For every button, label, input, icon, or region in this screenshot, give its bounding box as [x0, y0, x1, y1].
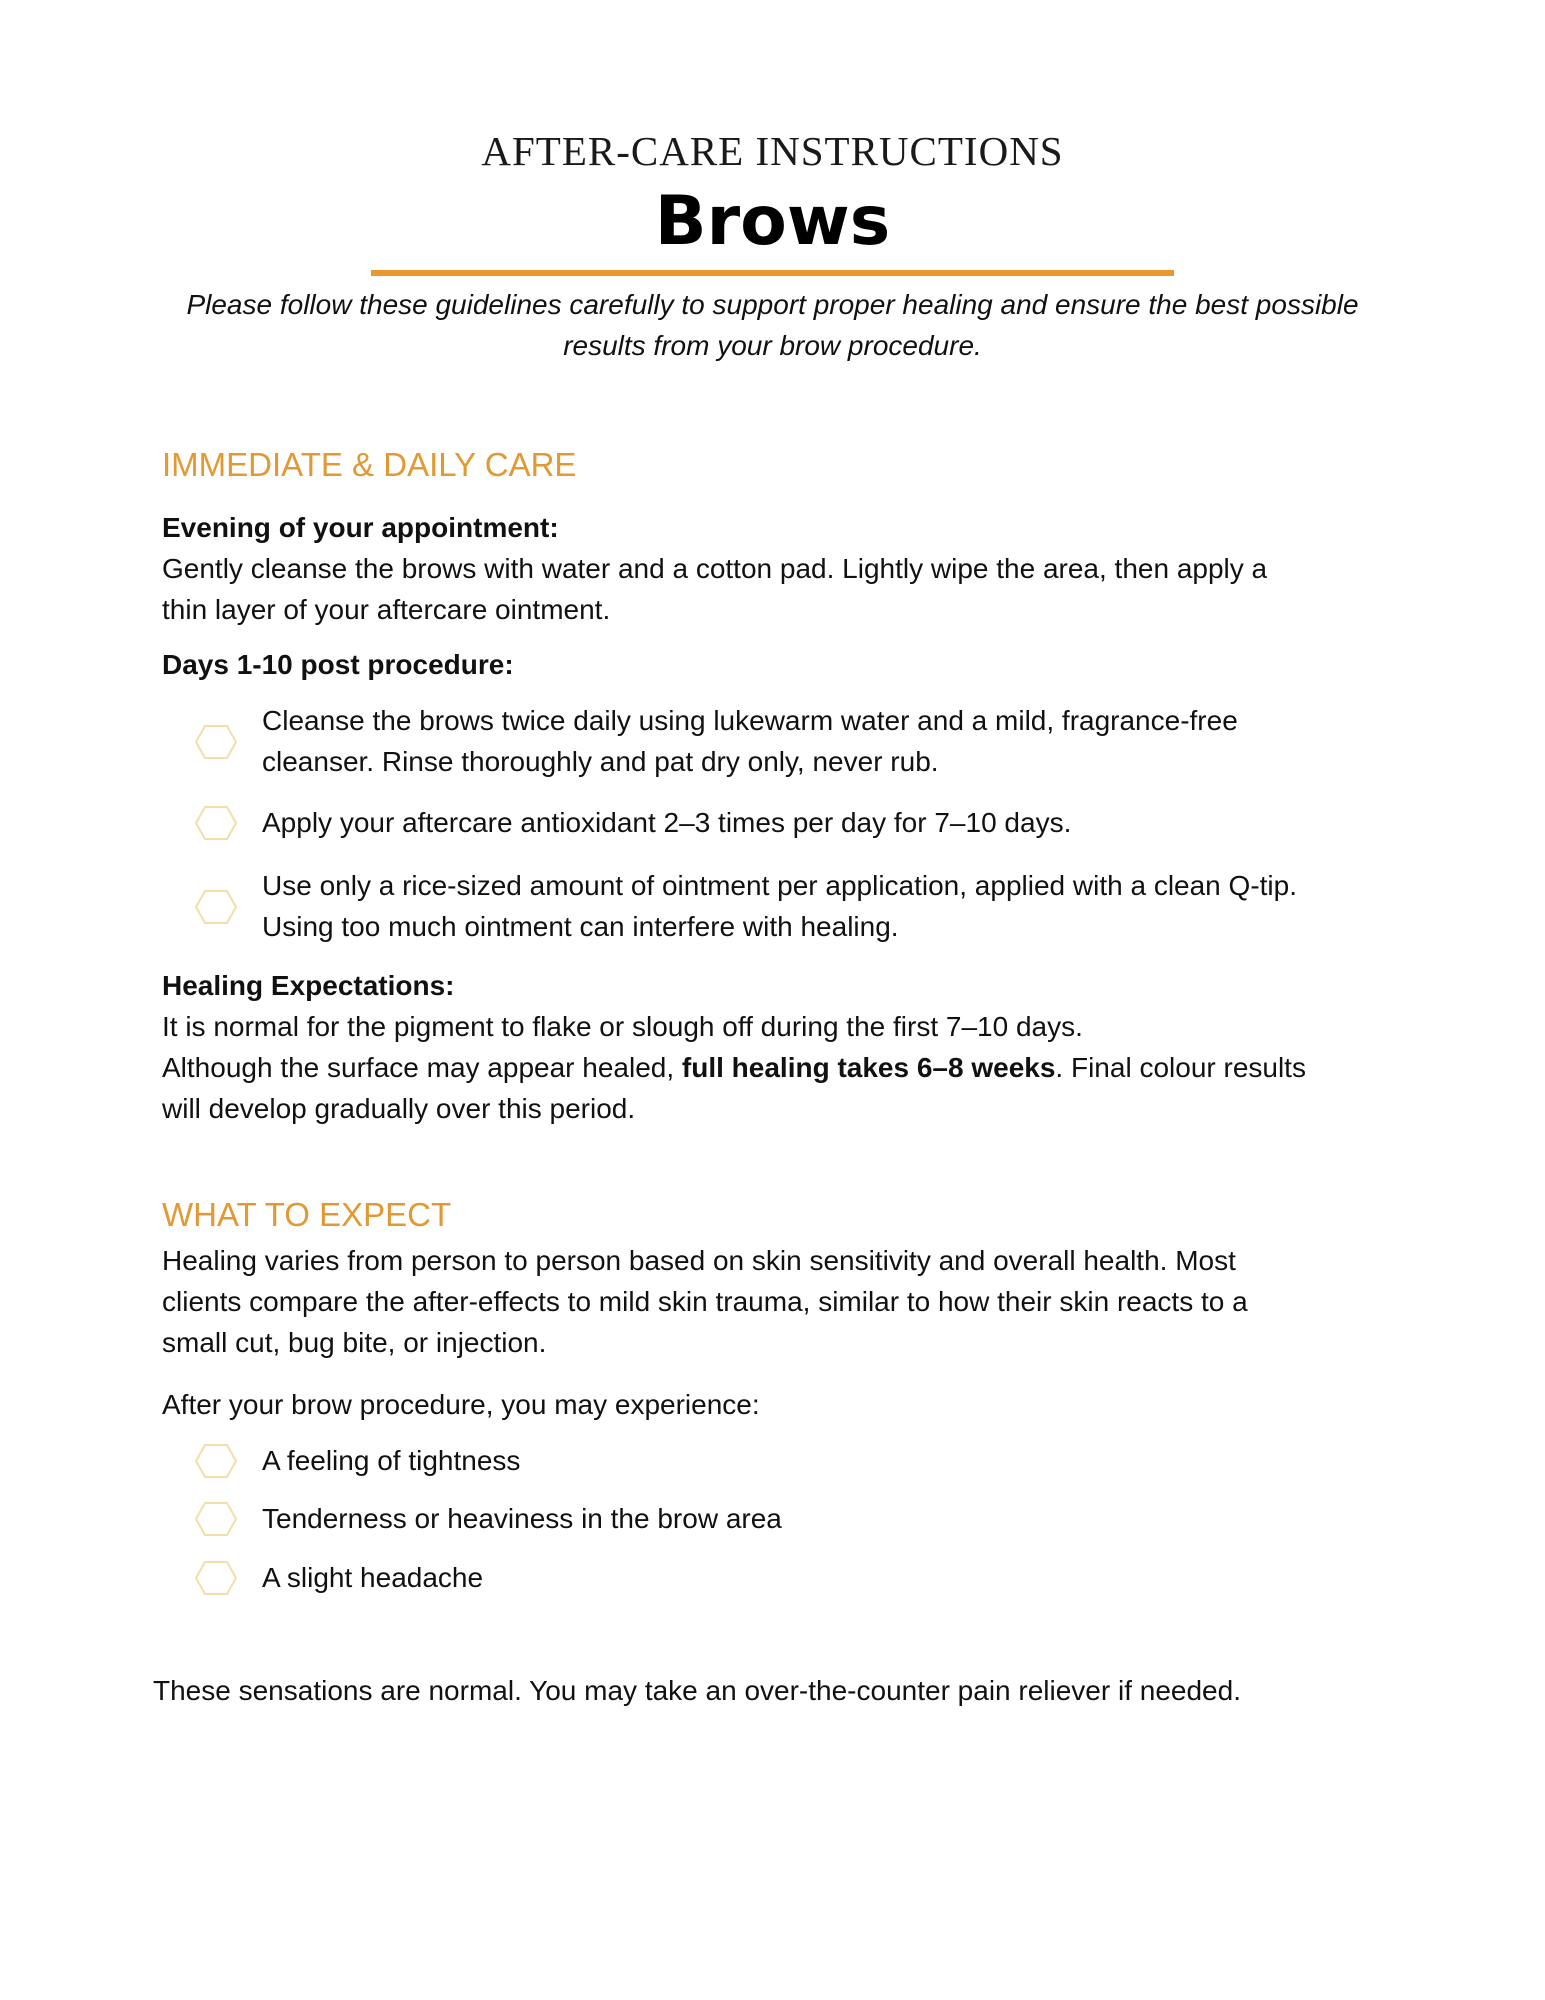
expect-lead-text: After your brow procedure, you may experience: [162, 1389, 760, 1420]
hexagon-outline-icon [195, 805, 237, 841]
expect-paragraph-text: Healing varies from person to person based on skin sensitivity and overall health. Most clients compare the after-effects to mild skin trauma, similar to how their skin reacts to a small cut, bug bite, or injection. [162, 1245, 1248, 1358]
healing-label: Healing Expectations: [162, 970, 455, 1001]
section-heading-immediate-care: IMMEDIATE & DAILY CARE [162, 446, 577, 483]
list-item [195, 1557, 483, 1598]
evening-text: Gently cleanse the brows with water and a cotton pad. Lightly wipe the area, then apply a thin layer of your aftercare ointment. [162, 553, 1268, 625]
expect-item-text: A feeling of tightness [262, 1445, 521, 1476]
hexagon-outline-icon [195, 724, 237, 760]
hexagon-outline-icon [195, 1443, 237, 1479]
days-block [162, 645, 1342, 685]
days-item-text: Apply your aftercare antioxidant 2–3 times per day for 7–10 days. [262, 807, 1072, 838]
document-kicker: AFTER-CARE INSTRUCTIONS [481, 128, 1064, 174]
hexagon-outline-icon [195, 889, 237, 925]
healing-line-2-end: . Final colour results will develop gradually over this period. [162, 1052, 1306, 1124]
expect-paragraph [162, 1240, 1342, 1363]
days-item-text: Cleanse the brows twice daily using lukewarm water and a mild, fragrance-free cleanser. Rinse thoroughly and pat dry only, never rub. [262, 705, 1238, 777]
evening-label: Evening of your appointment: [162, 512, 559, 543]
healing-line-1: It is normal for the pigment to flake or slough off during the first 7–10 days. [162, 1011, 1083, 1042]
closing-note-text: These sensations are normal. You may take an over-the-counter pain reliever if needed. [153, 1675, 1241, 1706]
expect-item-text: Tenderness or heaviness in the brow area [262, 1503, 782, 1534]
days-item-text: Use only a rice-sized amount of ointment per application, applied with a clean Q-tip. Using too much ointment can interfere with healing. [262, 870, 1297, 942]
document-header [0, 128, 1545, 276]
days-label: Days 1-10 post procedure: [162, 649, 514, 680]
healing-block [162, 966, 1342, 1129]
hexagon-outline-icon [195, 1501, 237, 1537]
expect-lead [162, 1384, 1342, 1425]
list-item [195, 802, 1322, 843]
list-item [195, 1498, 782, 1539]
document-title: Brows [654, 182, 891, 261]
section-heading-what-to-expect: WHAT TO EXPECT [162, 1196, 452, 1233]
expect-item-text: A slight headache [262, 1562, 484, 1593]
title-underline [371, 270, 1174, 276]
healing-line-2 [162, 1047, 1312, 1129]
healing-duration-emphasis: full healing takes 6–8 weeks [681, 1052, 1056, 1083]
evening-block [162, 508, 1342, 630]
list-item [195, 700, 1322, 782]
list-item [195, 1440, 520, 1481]
list-item [195, 865, 1322, 947]
healing-line-2-start: Although the surface may appear healed, [162, 1052, 682, 1083]
closing-note [153, 1670, 1333, 1711]
hexagon-outline-icon [195, 1560, 237, 1596]
intro-text: Please follow these guidelines carefully to support proper healing and ensure the best possible results from your brow procedure. [186, 289, 1359, 361]
